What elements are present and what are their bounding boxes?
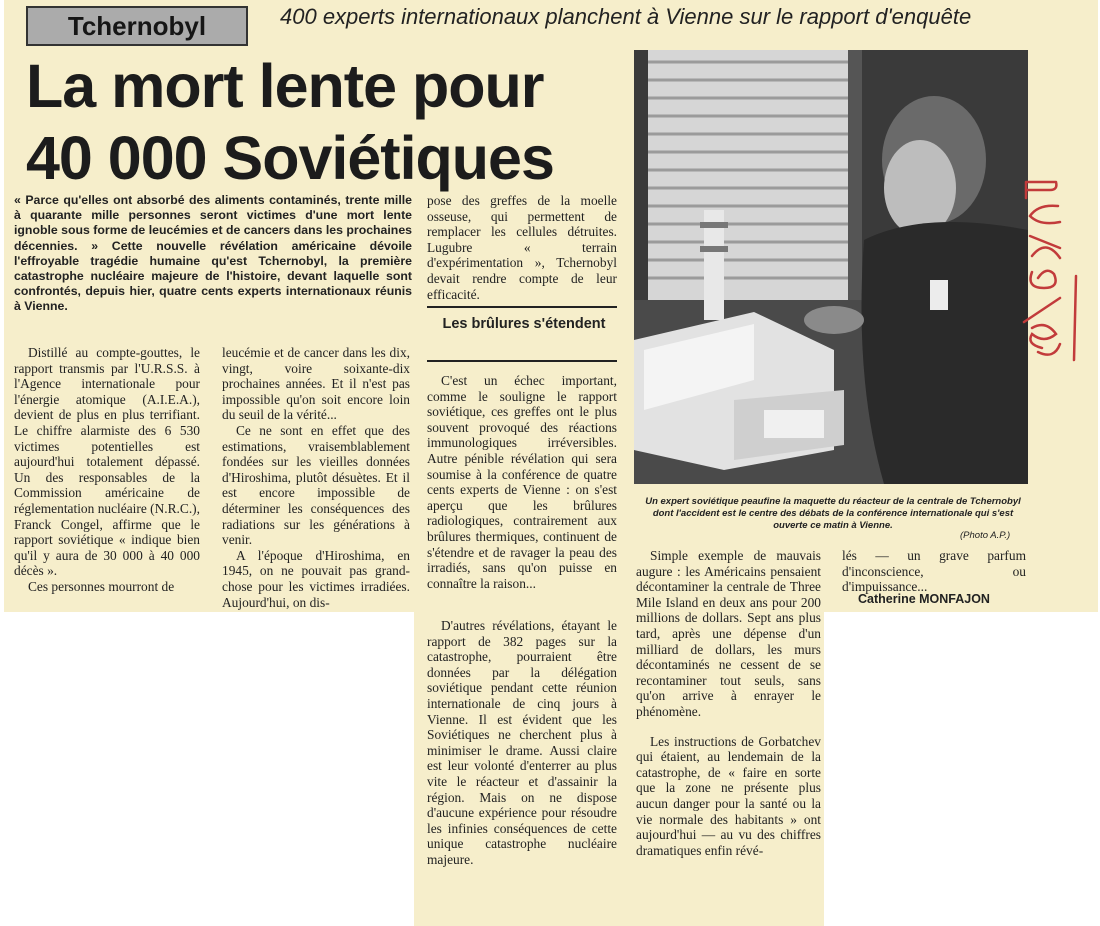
headline-line-1: La mort lente pour [26,52,544,120]
subhead: Les brûlures s'étendent [442,316,606,332]
reactor-model-photo [634,50,1028,484]
subhead-rule [427,360,617,362]
column-1 [14,345,200,595]
paragraph: Les instructions de Gorbatchev qui étaient, au lendemain de la catastrophe, de « faire en sorte que la zone ne présente plus aucun danger pour la santé ou la vie normale des habitants » ont aujourd'hui — au vu des chiffres dramatiques enfin révé- [636,733,821,858]
paragraph: Simple exemple de mauvais augure : les Américains pensaient décontaminer la centrale de Three Mile Island en deux ans pour 200 millions de dollars. Sept ans plus tard, après une dépense d'un milliard de dollars, les murs décontaminés ne cessent de se recontaminer tout seuls, sans qu'on arrive à enrayer le phénomène. [636,548,821,719]
column-4 [427,618,617,868]
paragraph: D'autres révélations, étayant le rapport de 382 pages sur la catastrophe, pourraient être données par la délégation soviétique pendant cette réunion internationale de cinq jours à Vienne. Il est évident que les Soviétiques ne cherchent plus à minimiser le drame. Aussi claire est leur volonté d'enterrer au plus vite le réacteur et d'assainir la région. Mais on ne dispose d'aucune expérience pour résoudre les infinies conséquences de cette unique catastrophe nucléaire majeure. [427,618,617,867]
handwritten-date-annotation [1008,176,1094,366]
kicker-label: Tchernobyl [26,6,248,46]
headline-line-2: 40 000 Soviétiques [26,124,554,192]
paragraph: C'est un échec important, comme le souligne le rapport soviétique, ces greffes ont le plus souvent provoqué des réactions immunologiques irréversibles. Autre pénible révélation qui sera soumise à la conférence de quatre cents experts de Vienne : on s'est aperçu que les brûlures radiologiques, contrairement aux brûlures thermiques, continuent de s'étendre et de ravager la peau des irradiés, sans qu'on puisse en connaître la raison... [427,373,617,591]
paragraph: Ce ne sont en effet que des estimations, vraisemblablement fondées sur les vieilles données d'Hiroshima, plutôt désuètes. Et il est encore impossible de déterminer les conséquences des radiations sur les générations à venir. [222,422,410,548]
paragraph: A l'époque d'Hiroshima, en 1945, on ne pouvait pas grand-chose pour les victimes irradiées. Aujourd'hui, on dis- [222,547,410,610]
paragraph: Ces personnes mourront de [28,578,175,594]
paragraph: Distillé au compte-gouttes, le rapport transmis par l'U.R.S.S. à l'Agence internationale pour l'énergie atomique (A.I.E.A.), devient de plus en plus terrifiant. Le chiffre alarmiste des 6 530 victimes potentielles est aujourd'hui totalement dépassé. Un des responsables de la Commission américaine de réglementation nucléaire (N.R.C.), Franck Congel, affirme que le rapport soviétique « indique bien qu'il y aura de 30 000 à 40 000 décès ». [14,345,200,579]
column-3-bottom [427,373,617,591]
photo-caption: Un expert soviétique peaufine la maquette du réacteur de la centrale de Tchernobyl dont l'accident est le centre des débats de la conférence internationale qui s'est ouverte ce matin à Vienne. [645,496,1021,531]
subhead-rule [427,306,617,308]
lead-paragraph: « Parce qu'elles ont absorbé des aliments contaminés, trente mille à quarante mille personnes seront victimes d'une mort lente ignoble sous forme de leucémies et de cancers dans les prochaines décennies. » Cette nouvelle révélation américaine dévoile l'effroyable tragédie humaine qu'est Tchernobyl, la première catastrophe nucléaire majeure de l'histoire, devant laquelle sont confrontés, depuis hier, quatre cents experts internationaux réunis à Vienne. [14,193,412,314]
column-3-top [427,193,617,302]
paragraph: leucémie et de cancer dans les dix, vingt, voire soixante-dix prochaines années. Et il n'est pas impossible qu'on soit encore loin du seuil de la vérité... [222,345,410,423]
paragraph: pose des greffes de la moelle osseuse, qui permettent de remplacer les cellules détruites. Lugubre « terrain d'expérimentation », Tchernobyl devait rendre compte de leur efficacité. [427,193,617,302]
column-5 [636,548,821,858]
paragraph: lés — un grave parfum d'inconscience, ou d'impuissance... [842,548,1026,595]
column-6 [842,548,1026,595]
deck-headline: 400 experts internationaux planchent à Vienne sur le rapport d'enquête [280,4,972,29]
byline: Catherine MONFAJON [858,592,990,606]
photo-credit: (Photo A.P.) [960,530,1011,541]
photo-illustration [634,50,1028,484]
column-2 [222,345,410,610]
